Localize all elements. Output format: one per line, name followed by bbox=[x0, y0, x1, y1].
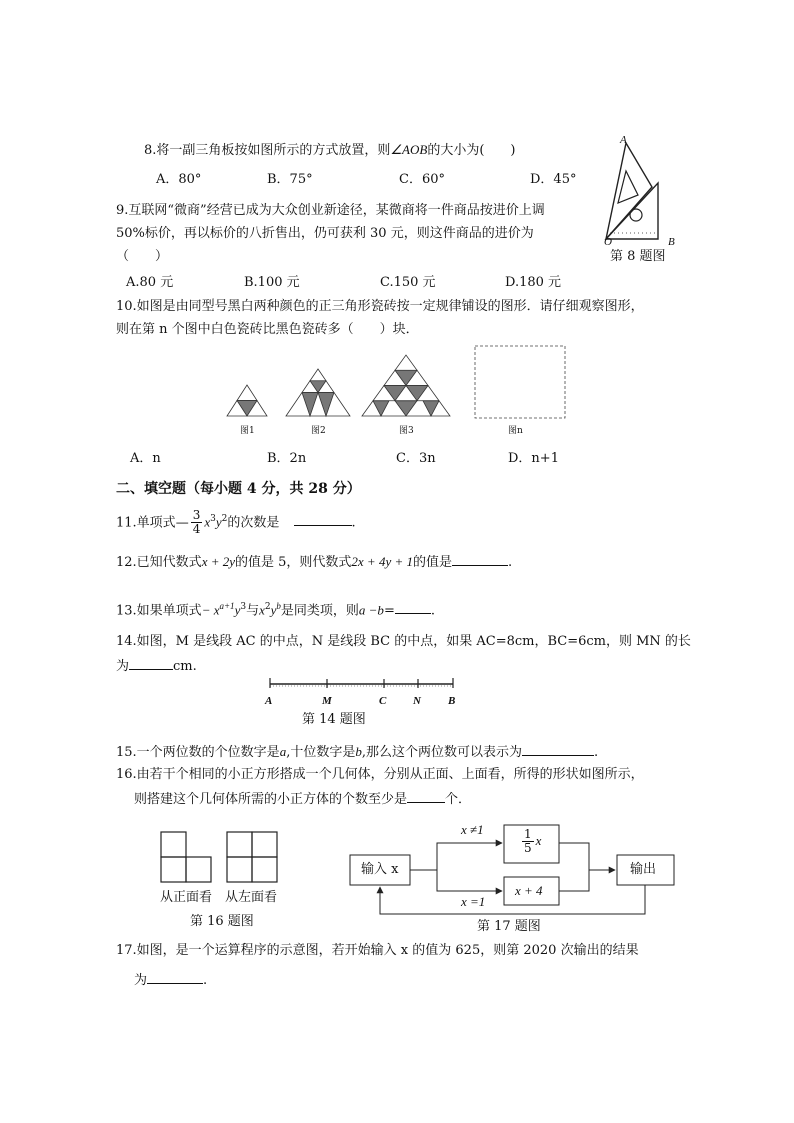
q9-option-b: B.100 元 bbox=[244, 275, 300, 290]
q16-view-left-label: 从左面看 bbox=[225, 890, 278, 905]
flow-cond-bottom: x =1 bbox=[461, 894, 486, 909]
q10-fign-label: 图n bbox=[508, 426, 523, 436]
q14-label-m: M bbox=[322, 695, 332, 707]
q10-fig3-label: 图3 bbox=[399, 426, 414, 436]
q13: 13.如果单项式− $x^{a+1}y^3$与$x^2y^b$是同类项，则a −b= . bbox=[116, 601, 435, 619]
q14-label-b: B bbox=[448, 695, 456, 707]
q10-option-a: A．n bbox=[130, 451, 161, 466]
q8-stem: 8.将一副三角板按如图所示的方式放置，则∠AOB的大小为( ) bbox=[144, 142, 516, 158]
q15: 15.一个两位数的个位数字是a,十位数字是b,那么这个两位数可以表示为 . bbox=[116, 744, 599, 760]
q9-paren: （ ） bbox=[116, 249, 169, 264]
q8-label-b: B bbox=[668, 236, 675, 248]
flow-top-expr: $\frac{1}{5}$ x bbox=[524, 827, 542, 855]
q9-option-d: D.180 元 bbox=[505, 275, 562, 290]
q9-option-c: C.150 元 bbox=[380, 275, 436, 290]
q11-fraction: $\frac{3}{4}$ bbox=[192, 508, 201, 537]
flow-cond-top: x ≠1 bbox=[461, 822, 484, 837]
flow-input-label: 输入 x bbox=[361, 862, 399, 877]
q14-caption: 第 14 题图 bbox=[302, 712, 366, 727]
q16-view-front-label: 从正面看 bbox=[160, 890, 213, 905]
q10-option-d: D．n+1 bbox=[508, 451, 559, 466]
q17-answer-blank[interactable] bbox=[147, 971, 203, 984]
q10-line2: 则在第 n 个图中白色瓷砖比黑色瓷砖多（ ）块． bbox=[116, 322, 419, 337]
q14-label-c: C bbox=[379, 695, 387, 707]
q17-caption: 第 17 题图 bbox=[477, 919, 541, 934]
q8-label-a: A bbox=[620, 134, 627, 146]
q16-line1: 16.由若干个相同的小正方形搭成一个几何体，分别从正面、上面看，所得的形状如图所示， bbox=[116, 767, 644, 782]
q12: 12.已知代数式x + 2y的值是 5，则代数式2x + 4y + 1的值是 . bbox=[116, 554, 513, 570]
q10-fig2-label: 图2 bbox=[311, 426, 326, 436]
q8-caption: 第 8 题图 bbox=[610, 249, 666, 264]
flow-bottom-expr: x + 4 bbox=[515, 883, 543, 898]
q8-option-c: C．60° bbox=[399, 172, 445, 187]
q9-option-a: A.80 元 bbox=[126, 275, 174, 290]
q16-caption: 第 16 题图 bbox=[190, 914, 254, 929]
q9-line1: 9.互联网“微商”经营已成为大众创业新途径，某微商将一件商品按进价上调 bbox=[116, 203, 545, 218]
q9-line2: 50%标价，再以标价的八折售出，仍可获利 30 元，则这件商品的进价为 bbox=[116, 226, 534, 241]
q8-option-a: A．80° bbox=[156, 172, 202, 187]
q17-line2: 为 . bbox=[134, 973, 208, 988]
q8-option-b: B．75° bbox=[267, 172, 313, 187]
q14-line2: 为 cm. bbox=[116, 659, 197, 674]
q14-label-n: N bbox=[413, 695, 421, 707]
q17-line1: 17.如图，是一个运算程序的示意图，若开始输入 x 的值为 625，则第 2020 次输出的结果 bbox=[116, 943, 639, 958]
section-2-heading: 二、填空题（每小题 4 分，共 28 分） bbox=[116, 481, 361, 497]
q14-line1: 14.如图，M 是线段 AC 的中点，N 是线段 BC 的中点，如果 AC=8cm，BC=6cm，则 MN 的长 bbox=[116, 634, 691, 649]
flow-output-label: 输出 bbox=[630, 862, 657, 877]
angle-aob: ∠AOB bbox=[390, 142, 428, 157]
q16-line2: 则搭建这个几何体所需的小正方体的个数至少是 个． bbox=[134, 792, 472, 807]
q10-fig1-label: 图1 bbox=[240, 426, 255, 436]
q10-option-c: C．3n bbox=[396, 451, 436, 466]
q14-label-a: A bbox=[265, 695, 273, 707]
q10-line1: 10.如图是由同型号黑白两种颜色的正三角形瓷砖按一定规律铺设的图形．请仔细观察图形， bbox=[116, 299, 644, 314]
q10-option-b: B．2n bbox=[267, 451, 307, 466]
q8-option-d: D．45° bbox=[530, 172, 577, 187]
q8-label-o: O bbox=[604, 236, 612, 248]
q11: 11.单项式— $\frac{3}{4}$ $x^3y^2$的次数是 . bbox=[116, 508, 356, 537]
